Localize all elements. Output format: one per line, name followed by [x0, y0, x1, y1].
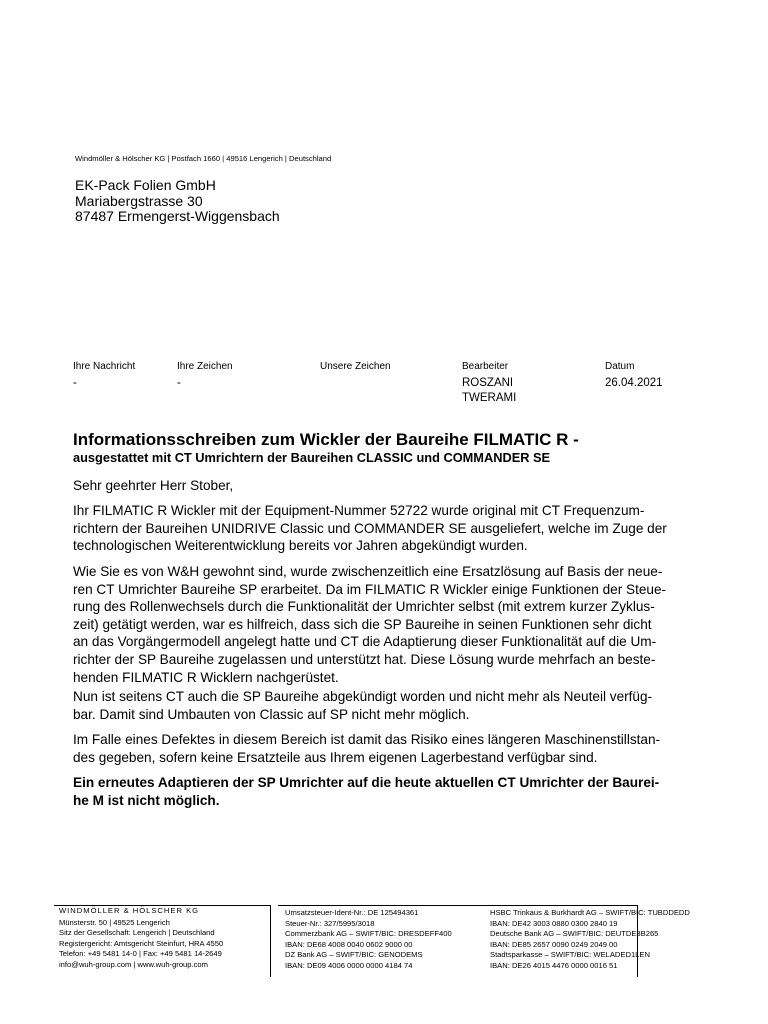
recipient-address	[75, 178, 280, 225]
paragraph-4	[73, 731, 695, 766]
footer-line: Deutsche Bank AG – SWIFT/BIC: DEUTDE3B265	[490, 929, 659, 939]
bearbeiter-line-2: TWERAMI	[462, 392, 517, 404]
label-unsere-zeichen: Unsere Zeichen	[320, 361, 391, 372]
paragraph-1	[73, 502, 695, 555]
footer-line: Steuer-Nr.: 327/5995/3018	[285, 918, 375, 928]
paragraph-line: des gegeben, sofern keine Ersatzteile aus Ihrem eigenen Lagerbestand verfügbar sind.	[73, 749, 598, 765]
letter-title: Informationsschreiben zum Wickler der Baureihe FILMATIC R -	[73, 430, 579, 449]
value-bearbeiter	[462, 376, 516, 406]
footer-divider-left-vertical	[270, 905, 271, 977]
recipient-name: EK-Pack Folien GmbH	[75, 177, 216, 193]
value-datum: 26.04.2021	[605, 377, 663, 389]
label-bearbeiter: Bearbeiter	[462, 361, 509, 372]
footer-line: HSBC Trinkaus & Burkhardt AG – SWIFT/BIC: TUBDDEDD	[490, 908, 690, 917]
paragraph-5	[73, 774, 695, 809]
footer-line: info@wuh-group.com | www.wuh-group.com	[59, 959, 208, 969]
value-ihre-nachricht: -	[73, 377, 77, 389]
footer-divider-right	[278, 905, 638, 906]
paragraph-line: Wie Sie es von W&H gewohnt sind, wurde zwischenzeitlich eine Ersatzlösung auf Basis der neue-	[73, 564, 663, 579]
sender-line: Windmöller & Hölscher KG | Postfach 1660 | 49516 Lengerich | Deutschland	[75, 154, 332, 163]
paragraph-line: bar. Damit sind Umbauten von Classic auf SP nicht mehr möglich.	[73, 706, 470, 722]
paragraph-line: Nun ist seitens CT auch die SP Baureihe abgekündigt worden und nicht mehr als Neuteil verfüg-	[73, 689, 653, 704]
paragraph-line: he M ist nicht möglich.	[73, 792, 220, 808]
paragraph-line: ren CT Umrichter Baureihe SP erarbeitet. Da im FILMATIC R Wickler einige Funktionen der Steue-	[73, 581, 667, 597]
label-ihre-nachricht: Ihre Nachricht	[73, 361, 136, 372]
paragraph-line: Ihr FILMATIC R Wickler mit der Equipment-Nummer 52722 wurde original mit CT Frequenzum-	[73, 503, 645, 518]
recipient-street: Mariabergstrasse 30	[75, 192, 203, 209]
footer-company-name: WINDMÖLLER & HÖLSCHER KG	[59, 906, 200, 915]
paragraph-line: technologischen Weiterentwicklung bereits vor Jahren abgekündigt wurden.	[73, 538, 528, 554]
footer-company-info	[59, 906, 223, 971]
footer-bank-info	[490, 908, 690, 972]
footer-tax-bank-info	[285, 908, 452, 972]
footer-line: Telefon: +49 5481 14-0 | Fax: +49 5481 14-2649	[59, 949, 222, 959]
paragraph-line: henden FILMATIC R Wicklern nachgerüstet.	[73, 669, 339, 685]
value-ihre-zeichen: -	[177, 377, 181, 389]
footer-line: IBAN: DE42 3003 0880 0300 2840 19	[490, 918, 618, 928]
paragraph-line: richter der SP Baureihe zugelassen und unterstützt hat. Diese Lösung wurde mehrfach an beste-	[73, 651, 656, 667]
recipient-city: 87487 Ermengerst-Wiggensbach	[75, 208, 280, 224]
bearbeiter-line-1: ROSZANI	[462, 377, 514, 389]
footer-line: IBAN: DE85 2657 0090 0249 2049 00	[490, 939, 618, 949]
paragraph-2	[73, 563, 695, 686]
footer-line: Commerzbank AG – SWIFT/BIC: DRESDEFF400	[285, 929, 452, 939]
footer-line: Münsterstr. 50 | 49525 Lengerich	[59, 917, 170, 927]
paragraph-line: Im Falle eines Defektes in diesem Bereich ist damit das Risiko eines längeren Maschinenstillstan-	[73, 732, 661, 747]
footer-line: Stadtsparkasse – SWIFT/BIC: WELADED1LEN	[490, 950, 650, 960]
label-datum: Datum	[605, 361, 635, 372]
label-ihre-zeichen: Ihre Zeichen	[177, 361, 233, 372]
footer-line: IBAN: DE26 4015 4476 0000 0016 51	[490, 960, 618, 970]
paragraph-3	[73, 688, 695, 723]
letter-subtitle: ausgestattet mit CT Umrichtern der Baureihen CLASSIC und COMMANDER SE	[73, 450, 551, 465]
footer-line: Registergericht: Amtsgericht Steinfurt, HRA 4550	[59, 938, 224, 948]
footer-line: IBAN: DE68 4008 0040 0602 9000 00	[285, 939, 413, 949]
footer-line: Umsatzsteuer-Ident-Nr.: DE 125494361	[285, 908, 419, 917]
footer-line: IBAN: DE09 4006 0000 0000 4184 74	[285, 960, 413, 970]
footer-line: Sitz der Gesellschaft: Lengerich | Deutschland	[59, 928, 215, 938]
footer-line: DZ Bank AG – SWIFT/BIC: GENODEMS	[285, 950, 423, 960]
paragraph-line: zeit) getätigt werden, war es hilfreich, dass sich die SP Baureihe in seinen Funktionen sehr dicht	[73, 616, 652, 632]
paragraph-line: an das Vorgängermodell angelegt hatte und CT die Adaptierung dieser Funktionalität auf die Um-	[73, 634, 657, 650]
salutation: Sehr geehrter Herr Stober,	[73, 478, 234, 493]
paragraph-line: rung des Rollenwechsels durch die Funktionalität der Umrichter selbst (mit extrem kurzer Zyklus-	[73, 599, 655, 615]
paragraph-line: richtern der Baureihen UNIDRIVE Classic und COMMANDER SE ausgeliefert, welche im Zuge der	[73, 520, 667, 536]
paragraph-line: Ein erneutes Adaptieren der SP Umrichter auf die heute aktuellen CT Umrichter der Baurei-	[73, 775, 660, 790]
